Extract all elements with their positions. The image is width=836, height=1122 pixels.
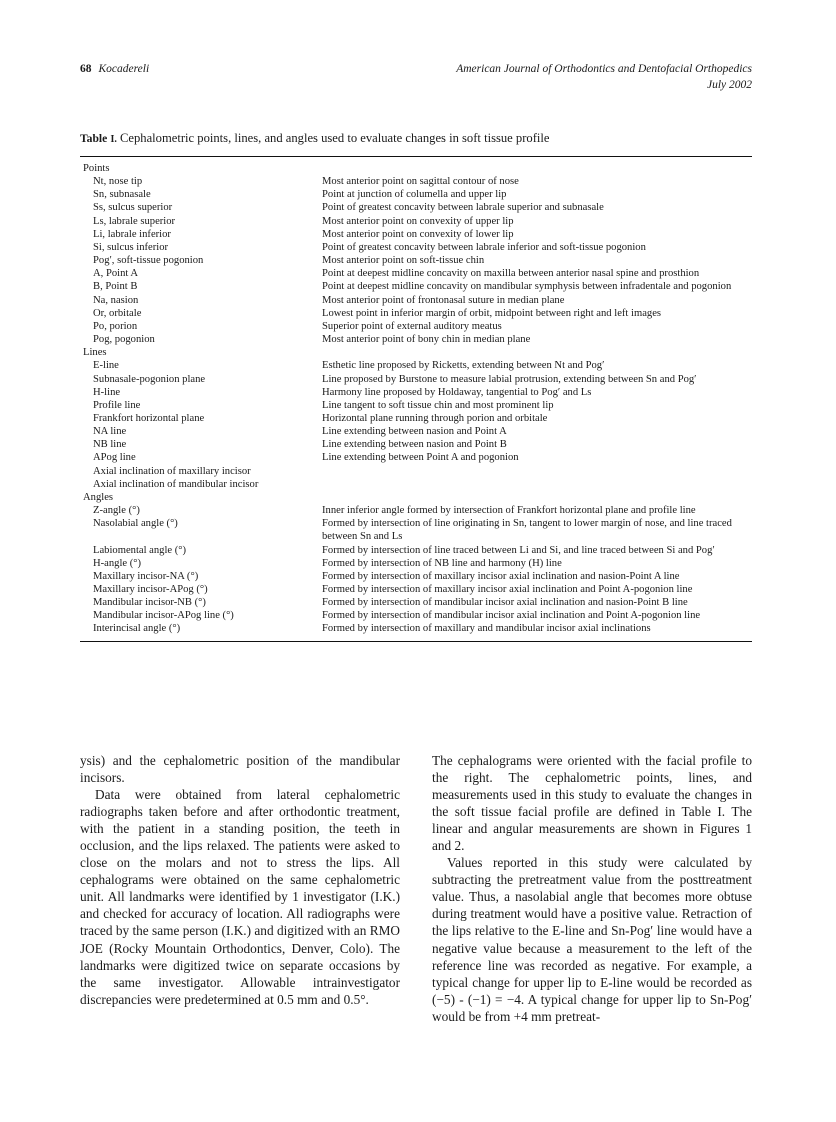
table-row xyxy=(80,228,752,241)
table-term: Na, nasion xyxy=(93,294,139,306)
table-section-label: Lines xyxy=(83,347,107,359)
journal-name: American Journal of Orthodontics and Dentofacial Orthopedics xyxy=(456,63,752,75)
table-term: Li, labrale inferior xyxy=(93,228,171,240)
table-description: Most anterior point of bony chin in median plane xyxy=(322,334,531,346)
table-row xyxy=(80,451,752,464)
table-caption xyxy=(80,130,752,148)
table-row xyxy=(80,583,752,596)
table-term: Pog′, soft-tissue pogonion xyxy=(93,255,204,267)
page-number: 68 xyxy=(80,63,92,75)
table-body xyxy=(80,157,752,641)
table-description: Line proposed by Burstone to measure labial protrusion, extending between Sn and Pog′ xyxy=(322,373,697,385)
table-row xyxy=(80,517,752,543)
table-term: Profile line xyxy=(93,399,141,411)
table-description: Point at deepest midline concavity on mandibular symphysis between infradentale and pogonion xyxy=(322,281,732,293)
table-row xyxy=(80,215,752,228)
body-columns xyxy=(80,752,752,1025)
table-term: Po, porion xyxy=(93,320,138,332)
table-description: Line extending between Point A and pogonion xyxy=(322,452,519,464)
table-row xyxy=(80,267,752,280)
table-row xyxy=(80,438,752,451)
table-section-row xyxy=(80,346,752,359)
table-term: Interincisal angle (°) xyxy=(93,623,181,635)
table-description: Lowest point in inferior margin of orbit, midpoint between right and left images xyxy=(322,307,662,319)
table-description: Esthetic line proposed by Ricketts, extending between Nt and Pog′ xyxy=(322,360,605,372)
table-term: Axial inclination of mandibular incisor xyxy=(93,478,259,490)
right-column xyxy=(432,752,752,1025)
running-head-left xyxy=(80,62,149,77)
table-term: Pog, pogonion xyxy=(93,334,155,346)
table-row xyxy=(80,412,752,425)
table-description: Line extending between nasion and Point A xyxy=(322,426,507,438)
table-row xyxy=(80,557,752,570)
table-section-label: Points xyxy=(83,163,110,174)
table-bottom-rule xyxy=(80,641,752,642)
table-row xyxy=(80,241,752,254)
table-term: Labiomental angle (°) xyxy=(93,544,187,556)
table-term: Or, orbitale xyxy=(93,307,142,319)
table-row xyxy=(80,175,752,188)
table-term: Si, sulcus inferior xyxy=(93,241,169,253)
table-row xyxy=(80,465,752,478)
table-row xyxy=(80,478,752,491)
table-row xyxy=(80,280,752,293)
table-description: Point of greatest concavity between labrale superior and subnasale xyxy=(322,202,604,214)
table-term: B, Point B xyxy=(93,281,138,293)
table-description: Formed by intersection of maxillary and mandibular incisor axial inclinations xyxy=(322,623,651,635)
table-row xyxy=(80,359,752,372)
table-row xyxy=(80,544,752,557)
table-description: Formed by intersection of maxillary incisor axial inclination and nasion-Point A line xyxy=(322,570,680,582)
table-description: Most anterior point of frontonasal suture in median plane xyxy=(322,294,565,306)
table-row xyxy=(80,425,752,438)
table-term: Maxillary incisor-NA (°) xyxy=(93,570,199,582)
table-term: Subnasale-pogonion plane xyxy=(93,373,206,385)
table-description: Harmony line proposed by Holdaway, tangential to Pog′ and Ls xyxy=(322,386,592,398)
issue-date: July 2002 xyxy=(706,78,752,91)
table-term: H-line xyxy=(93,386,121,398)
body-paragraph: The cephalograms were oriented with the facial profile to the right. The cephalometric points, lines, and measurements used in this study to evaluate the changes in the soft tissue facial profile are defined in Table I. The linear and angular measurements are shown in Figures 1 and 2. xyxy=(432,753,752,854)
table-description: Line extending between nasion and Point B xyxy=(322,439,507,451)
table-row xyxy=(80,373,752,386)
table-row xyxy=(80,307,752,320)
table-description: Formed by intersection of NB line and harmony (H) line xyxy=(322,557,562,569)
table-one xyxy=(80,130,752,642)
table-row xyxy=(80,570,752,583)
table-term: Z-angle (°) xyxy=(93,505,140,517)
table-term: NB line xyxy=(93,439,127,451)
running-head xyxy=(80,62,752,93)
table-description: Most anterior point on sagittal contour of nose xyxy=(322,176,519,188)
table-description: Formed by intersection of maxillary incisor axial inclination and Point A-pogonion line xyxy=(322,584,693,595)
table-term: Mandibular incisor-APog line (°) xyxy=(93,610,234,622)
table-row xyxy=(80,320,752,333)
table-term: Sn, subnasale xyxy=(93,189,151,201)
table-row xyxy=(80,504,752,517)
table-term: Nasolabial angle (°) xyxy=(93,518,178,530)
table-row xyxy=(80,333,752,346)
table-term: E-line xyxy=(93,360,119,372)
table-description: Formed by intersection of mandibular incisor axial inclination and Point A-pogonion line xyxy=(322,610,701,622)
table-description: Most anterior point on convexity of lower lip xyxy=(322,228,514,240)
table-section-row xyxy=(80,162,752,175)
running-head-right xyxy=(456,62,752,93)
table-section-row xyxy=(80,491,752,504)
table-description: Horizontal plane running through porion and orbitale xyxy=(322,412,548,424)
table-title: Cephalometric points, lines, and angles used to evaluate changes in soft tissue profile xyxy=(120,131,550,145)
table-description: Formed by intersection of line traced between Li and Si, and line traced between Si and Pog′ xyxy=(322,544,715,556)
table-description: Inner inferior angle formed by intersection of Frankfort horizontal plane and profile line xyxy=(322,505,696,517)
table-term: Ss, sulcus superior xyxy=(93,202,173,214)
table-description: Formed by intersection of mandibular incisor axial inclination and nasion-Point B line xyxy=(322,597,688,609)
table-section-label: Angles xyxy=(83,491,114,503)
table-label: Table xyxy=(80,132,108,145)
table-number: I. xyxy=(110,134,117,145)
table-row xyxy=(80,188,752,201)
table-term: Nt, nose tip xyxy=(93,176,143,188)
table-description: Point at junction of columella and upper lip xyxy=(322,189,507,201)
table-term: H-angle (°) xyxy=(93,557,142,569)
table-row xyxy=(80,386,752,399)
body-paragraph: ysis) and the cephalometric position of the mandibular incisors. xyxy=(80,753,400,786)
table-row xyxy=(80,399,752,412)
table-description: Most anterior point on convexity of upper lip xyxy=(322,215,514,227)
table-row xyxy=(80,254,752,267)
table-term: Maxillary incisor-APog (°) xyxy=(93,584,208,595)
table-description: Superior point of external auditory meatus xyxy=(322,320,502,332)
table-row xyxy=(80,609,752,622)
author-name: Kocadereli xyxy=(98,63,150,75)
table-description: Formed by intersection of line originating in Sn, tangent to lower margin of nose, and line traced between Sn and Ls xyxy=(322,518,732,543)
table-description: Line tangent to soft tissue chin and most prominent lip xyxy=(322,399,554,411)
table-term: Ls, labrale superior xyxy=(93,215,176,227)
table-description: Most anterior point on soft-tissue chin xyxy=(322,255,485,267)
table-term: A, Point A xyxy=(93,268,139,280)
table-row xyxy=(80,201,752,214)
table-term: NA line xyxy=(93,426,127,438)
table-term: Frankfort horizontal plane xyxy=(93,412,205,424)
table-description: Point at deepest midline concavity on maxilla between anterior nasal spine and prosthion xyxy=(322,268,700,280)
table-row xyxy=(80,294,752,307)
table-term: APog line xyxy=(93,452,136,464)
table-term: Mandibular incisor-NB (°) xyxy=(93,597,206,609)
body-paragraph: Data were obtained from lateral cephalometric radiographs taken before and after orthodontic treatment, with the patient in a standing position, the teeth in occlusion, and the lips relaxed. The patients were asked to close on the molars and not to stress the lips. All cephalograms were obtained on the same cephalometric unit. All landmarks were identified by 1 investigator (I.K.) and checked for accuracy of location. All radiographs were traced by the same person (I.K.) and digitized with an RMO JOE (Rocky Mountain Orthodontics, Denver, Colo). The landmarks were digitized twice on separate occasions by the same investigator. Allowable intrainvestigator discrepancies were predetermined at 0.5 mm and 0.5°. xyxy=(80,787,400,1007)
table-description: Point of greatest concavity between labrale inferior and soft-tissue pogonion xyxy=(322,241,646,253)
left-column xyxy=(80,752,400,1025)
table-term: Axial inclination of maxillary incisor xyxy=(93,465,251,477)
table-row xyxy=(80,596,752,609)
table-row xyxy=(80,622,752,635)
body-paragraph: Values reported in this study were calculated by subtracting the pretreatment value from the posttreatment value. Thus, a nasolabial angle that becomes more obtuse during treatment would have a positive value. Retraction of the lips relative to the E-line and Sn-Pog′ line would have a negative value because a measurement to the left of the reference line was recorded as negative. For example, a typical change for upper lip to E-line would be recorded as (−5) - (−1) = −4. A typical change for upper lip to Sn-Pog′ would be from +4 mm pretreat- xyxy=(432,855,752,1024)
